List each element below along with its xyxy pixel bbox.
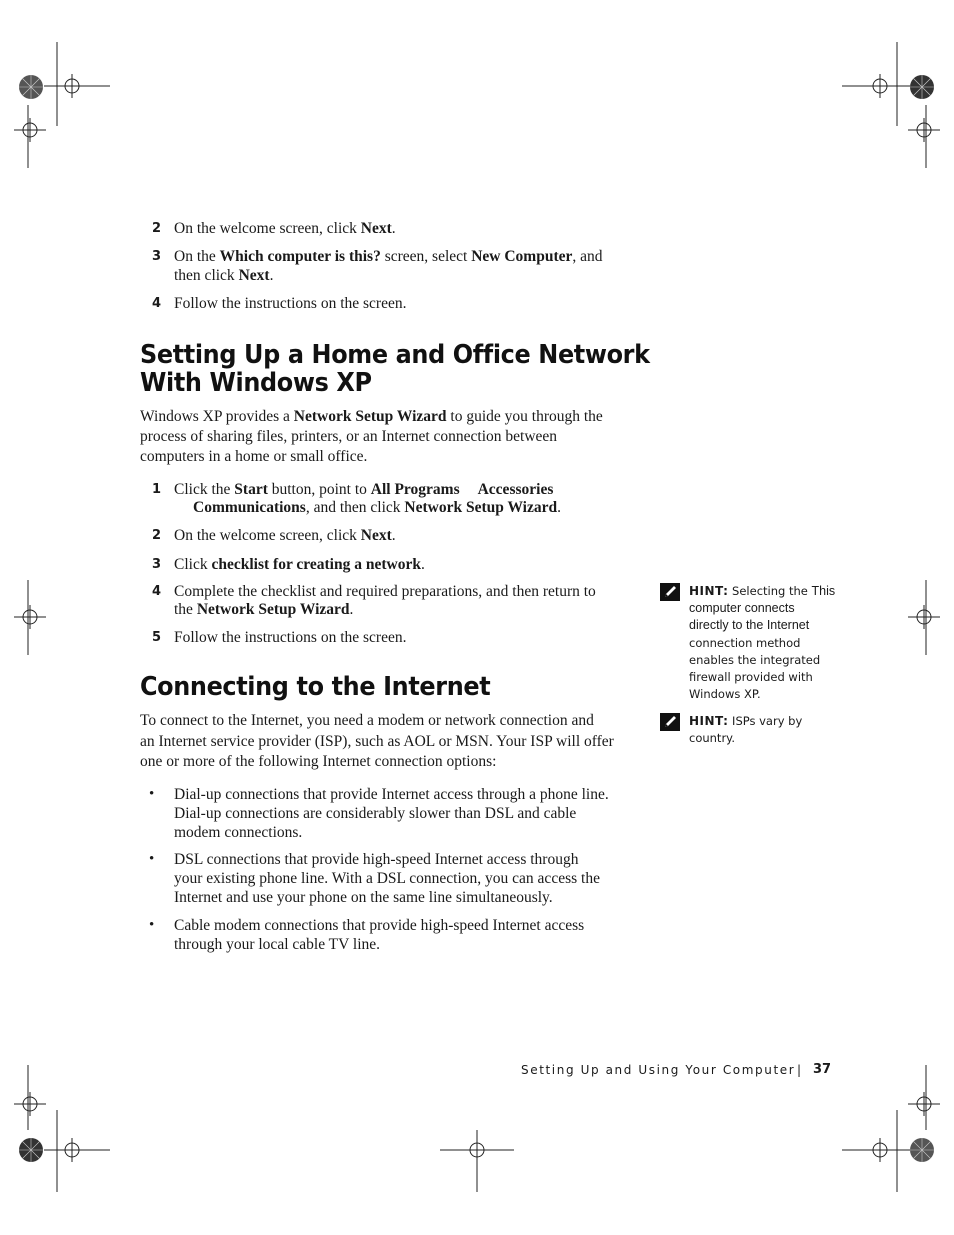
ui-term: Accessories	[477, 481, 554, 498]
hint-text: enables the integrated	[689, 652, 821, 667]
text: .	[269, 267, 274, 284]
list-item	[174, 916, 634, 954]
hint-ui-term: computer connects	[689, 601, 795, 616]
step-text: Complete the checklist and required preparations, and then return to	[174, 583, 596, 600]
bullet-line: DSL connections that provide high-speed Internet access through	[174, 851, 579, 868]
bullet-dot: •	[149, 851, 155, 867]
step-text	[174, 526, 634, 545]
ui-term-next: Next	[238, 267, 270, 284]
step-text	[174, 555, 634, 574]
section2-intro	[140, 711, 630, 773]
ui-term: Which computer is this?	[219, 248, 381, 265]
note-pencil-icon	[660, 583, 680, 601]
bullet-line: your existing phone line. With a DSL connection, you can access the	[174, 870, 600, 887]
bullet-line: modem connections.	[174, 824, 303, 841]
text: On the welcome screen, click	[174, 220, 361, 237]
step-number: 2	[152, 528, 162, 543]
footer-section-title: Setting Up and Using Your Computer	[521, 1063, 796, 1077]
text: Click the	[174, 481, 235, 498]
text: On the welcome screen, click	[174, 527, 361, 544]
step-text	[174, 480, 634, 499]
heading-line: With Windows XP	[140, 368, 372, 398]
text: , and	[572, 248, 603, 265]
text: .	[391, 527, 396, 544]
section-heading-internet: Connecting to the Internet	[140, 672, 491, 702]
bullet-dot: •	[149, 786, 155, 802]
step-number: 2	[152, 221, 162, 236]
step-number: 5	[152, 630, 162, 645]
step-number: 1	[152, 482, 162, 497]
hint-ui-term: This	[811, 584, 836, 598]
hint-text: Windows XP.	[689, 687, 761, 702]
text: On the	[174, 248, 220, 265]
step-text: Follow the instructions on the screen.	[174, 295, 407, 312]
page-number: 37	[813, 1062, 832, 1077]
ui-term: Communications	[193, 499, 306, 516]
ui-term: Network Setup Wizard	[196, 601, 350, 618]
step-number: 3	[152, 249, 162, 264]
step-text-cont	[193, 498, 653, 517]
ui-term-next: Next	[360, 527, 392, 544]
ui-term: All Programs	[370, 481, 460, 498]
intro-line: computers in a home or small office.	[140, 448, 368, 465]
text: .	[349, 601, 354, 618]
hint-text: country.	[689, 731, 735, 746]
step-number: 4	[152, 584, 162, 599]
hint-firewall	[689, 583, 849, 703]
text: .	[420, 556, 425, 573]
hint-text: Selecting the	[732, 584, 812, 598]
ui-term: Network Setup Wizard	[293, 408, 447, 425]
intro-line: an Internet service provider (ISP), such as AOL or MSN. Your ISP will offer	[140, 732, 614, 750]
text: .	[391, 220, 396, 237]
hint-text: ISPs vary by	[732, 714, 803, 728]
hint-isp	[689, 713, 849, 747]
hint-label: HINT:	[689, 584, 729, 598]
hint-label: HINT:	[689, 714, 729, 728]
intro-line: one or more of the following Internet connection options:	[140, 753, 497, 770]
text: the	[174, 601, 197, 618]
hint-ui-term: directly to the Internet	[689, 618, 810, 633]
text: .	[557, 499, 561, 516]
step-number: 4	[152, 296, 162, 311]
hint-text: firewall provided with	[689, 670, 813, 685]
note-pencil-icon	[660, 713, 680, 731]
text: button, point to	[267, 481, 371, 498]
ui-term: Network Setup Wizard	[404, 499, 558, 516]
bullet-line: Internet and use your phone on the same line simultaneously.	[174, 889, 553, 906]
text: to guide you through the	[446, 408, 603, 425]
bullet-line: Cable modem connections that provide high-speed Internet access	[174, 917, 585, 934]
ui-term: checklist for creating a network	[211, 556, 421, 573]
text: , and then click	[305, 499, 405, 516]
step-number: 3	[152, 557, 162, 572]
section1-intro	[140, 407, 630, 466]
bullet-line: Dial-up connections are considerably slower than DSL and cable	[174, 805, 577, 822]
bullet-line: through your local cable TV line.	[174, 936, 381, 953]
bullet-line: Dial-up connections that provide Internet access through a phone line.	[174, 786, 609, 803]
text: Windows XP provides a	[140, 408, 294, 425]
text: screen, select	[380, 248, 472, 265]
ui-term: New Computer	[471, 248, 573, 265]
text: Click	[174, 556, 212, 573]
step-text-cont	[174, 600, 634, 619]
ui-term: Start	[234, 481, 268, 498]
intro-line: To connect to the Internet, you need a modem or network connection and	[140, 712, 594, 729]
list-item	[174, 785, 634, 842]
intro-line	[140, 407, 630, 426]
list-item	[174, 850, 634, 907]
footer-separator: |	[797, 1063, 802, 1077]
step-text	[174, 247, 634, 266]
section-heading-network	[140, 341, 650, 397]
step-text-cont	[174, 266, 634, 285]
ui-term-next: Next	[360, 220, 392, 237]
intro-line: process of sharing files, printers, or an Internet connection between	[140, 428, 558, 445]
hint-text: connection method	[689, 635, 801, 650]
heading-line: Setting Up a Home and Office Network	[140, 340, 650, 370]
bullet-dot: •	[149, 917, 155, 933]
step-text	[174, 219, 634, 238]
step-text: Follow the instructions on the screen.	[174, 629, 407, 646]
text: then click	[174, 267, 239, 284]
